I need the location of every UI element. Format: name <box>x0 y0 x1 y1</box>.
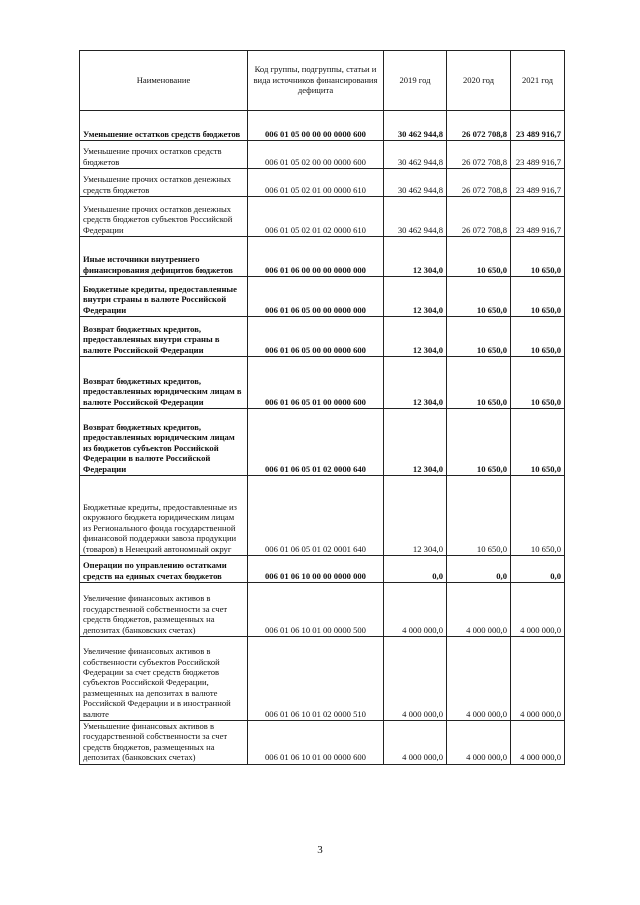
row-code: 006 01 05 00 00 00 0000 600 <box>248 111 384 141</box>
row-code: 006 01 06 10 01 00 0000 500 <box>248 583 384 637</box>
table-row <box>80 197 565 237</box>
row-code: 006 01 06 05 01 02 0001 640 <box>248 476 384 556</box>
row-name: Уменьшение прочих остатков денежных средств бюджетов субъектов Российской Федерации <box>80 197 248 237</box>
header-2020: 2020 год <box>447 51 511 111</box>
row-value-2019: 12 304,0 <box>384 277 447 317</box>
row-value-2020: 26 072 708,8 <box>447 111 511 141</box>
row-name: Возврат бюджетных кредитов, предоставленных юридическим лицам из бюджетов субъектов Российской Федерации в валюте Российской Федерации <box>80 409 248 476</box>
row-value-2021: 23 489 916,7 <box>511 197 565 237</box>
row-name: Бюджетные кредиты, предоставленные внутри страны в валюте Российской Федерации <box>80 277 248 317</box>
row-value-2019: 30 462 944,8 <box>384 197 447 237</box>
row-value-2021: 10 650,0 <box>511 277 565 317</box>
row-value-2019: 30 462 944,8 <box>384 141 447 169</box>
row-value-2021: 10 650,0 <box>511 237 565 277</box>
row-code: 006 01 06 05 01 00 0000 600 <box>248 357 384 409</box>
table-row <box>80 277 565 317</box>
row-code: 006 01 06 10 00 00 0000 000 <box>248 556 384 583</box>
table-row <box>80 169 565 197</box>
header-name: Наименование <box>80 51 248 111</box>
row-value-2019: 4 000 000,0 <box>384 637 447 721</box>
budget-sources-table <box>79 50 565 765</box>
table-row <box>80 583 565 637</box>
row-value-2020: 10 650,0 <box>447 317 511 357</box>
row-value-2020: 10 650,0 <box>447 237 511 277</box>
row-value-2020: 26 072 708,8 <box>447 169 511 197</box>
row-value-2021: 10 650,0 <box>511 357 565 409</box>
header-2019: 2019 год <box>384 51 447 111</box>
row-value-2019: 12 304,0 <box>384 409 447 476</box>
row-name: Увеличение финансовых активов в собственности субъектов Российской Федерации за счет средств бюджетов субъектов Российской Федерации, размещенных на депозитах в валюте Российской Федерации и в иностранной валюте <box>80 637 248 721</box>
row-value-2020: 10 650,0 <box>447 277 511 317</box>
row-value-2019: 0,0 <box>384 556 447 583</box>
row-value-2019: 30 462 944,8 <box>384 169 447 197</box>
row-value-2020: 4 000 000,0 <box>447 583 511 637</box>
row-name: Операции по управлению остатками средств на единых счетах бюджетов <box>80 556 248 583</box>
row-value-2021: 10 650,0 <box>511 409 565 476</box>
row-value-2020: 10 650,0 <box>447 357 511 409</box>
header-code: Код группы, подгруппы, статьи и вида источников финансирования дефицита <box>248 51 384 111</box>
row-code: 006 01 06 00 00 00 0000 000 <box>248 237 384 277</box>
row-value-2020: 10 650,0 <box>447 409 511 476</box>
row-value-2020: 26 072 708,8 <box>447 197 511 237</box>
header-2021: 2021 год <box>511 51 565 111</box>
row-name: Уменьшение остатков средств бюджетов <box>80 111 248 141</box>
row-code: 006 01 05 02 01 00 0000 610 <box>248 169 384 197</box>
row-name: Возврат бюджетных кредитов, предоставленных юридическим лицам в валюте Российской Федерации <box>80 357 248 409</box>
row-value-2020: 10 650,0 <box>447 476 511 556</box>
table-header-row <box>80 51 565 111</box>
row-value-2019: 30 462 944,8 <box>384 111 447 141</box>
row-name: Уменьшение финансовых активов в государственной собственности за счет средств бюджетов, размещенных на депозитах (банковских счетах) <box>80 721 248 765</box>
table-body <box>80 111 565 765</box>
row-value-2021: 23 489 916,7 <box>511 111 565 141</box>
page-number: 3 <box>317 844 323 856</box>
row-code: 006 01 06 05 00 00 0000 000 <box>248 277 384 317</box>
row-value-2021: 23 489 916,7 <box>511 141 565 169</box>
table-row <box>80 637 565 721</box>
row-name: Уменьшение прочих остатков средств бюджетов <box>80 141 248 169</box>
row-value-2019: 4 000 000,0 <box>384 721 447 765</box>
row-value-2021: 4 000 000,0 <box>511 637 565 721</box>
row-code: 006 01 06 10 01 00 0000 600 <box>248 721 384 765</box>
row-value-2021: 4 000 000,0 <box>511 721 565 765</box>
row-value-2019: 12 304,0 <box>384 357 447 409</box>
row-value-2021: 0,0 <box>511 556 565 583</box>
row-code: 006 01 06 05 01 02 0000 640 <box>248 409 384 476</box>
row-name: Увеличение финансовых активов в государственной собственности за счет средств бюджетов, размещенных на депозитах (банковских счетах) <box>80 583 248 637</box>
row-name: Уменьшение прочих остатков денежных средств бюджетов <box>80 169 248 197</box>
row-value-2020: 26 072 708,8 <box>447 141 511 169</box>
row-code: 006 01 05 02 00 00 0000 600 <box>248 141 384 169</box>
row-name: Бюджетные кредиты, предоставленные из окружного бюджета юридическим лицам из Регионального фонда государственной финансовой поддержки завоза продукции (товаров) в Ненецкий автономный округ <box>80 476 248 556</box>
row-value-2020: 4 000 000,0 <box>447 637 511 721</box>
row-value-2019: 12 304,0 <box>384 317 447 357</box>
table-row <box>80 111 565 141</box>
table-row <box>80 237 565 277</box>
row-name: Иные источники внутреннего финансирования дефицитов бюджетов <box>80 237 248 277</box>
table-row <box>80 476 565 556</box>
table-row <box>80 357 565 409</box>
table-row <box>80 317 565 357</box>
row-code: 006 01 05 02 01 02 0000 610 <box>248 197 384 237</box>
row-value-2020: 0,0 <box>447 556 511 583</box>
row-code: 006 01 06 05 00 00 0000 600 <box>248 317 384 357</box>
row-name: Возврат бюджетных кредитов, предоставленных внутри страны в валюте Российской Федерации <box>80 317 248 357</box>
row-value-2020: 4 000 000,0 <box>447 721 511 765</box>
row-value-2019: 12 304,0 <box>384 476 447 556</box>
row-code: 006 01 06 10 01 02 0000 510 <box>248 637 384 721</box>
row-value-2019: 12 304,0 <box>384 237 447 277</box>
row-value-2021: 4 000 000,0 <box>511 583 565 637</box>
table-row <box>80 556 565 583</box>
row-value-2021: 23 489 916,7 <box>511 169 565 197</box>
row-value-2019: 4 000 000,0 <box>384 583 447 637</box>
table-row <box>80 409 565 476</box>
table-row <box>80 721 565 765</box>
row-value-2021: 10 650,0 <box>511 317 565 357</box>
table-row <box>80 141 565 169</box>
row-value-2021: 10 650,0 <box>511 476 565 556</box>
